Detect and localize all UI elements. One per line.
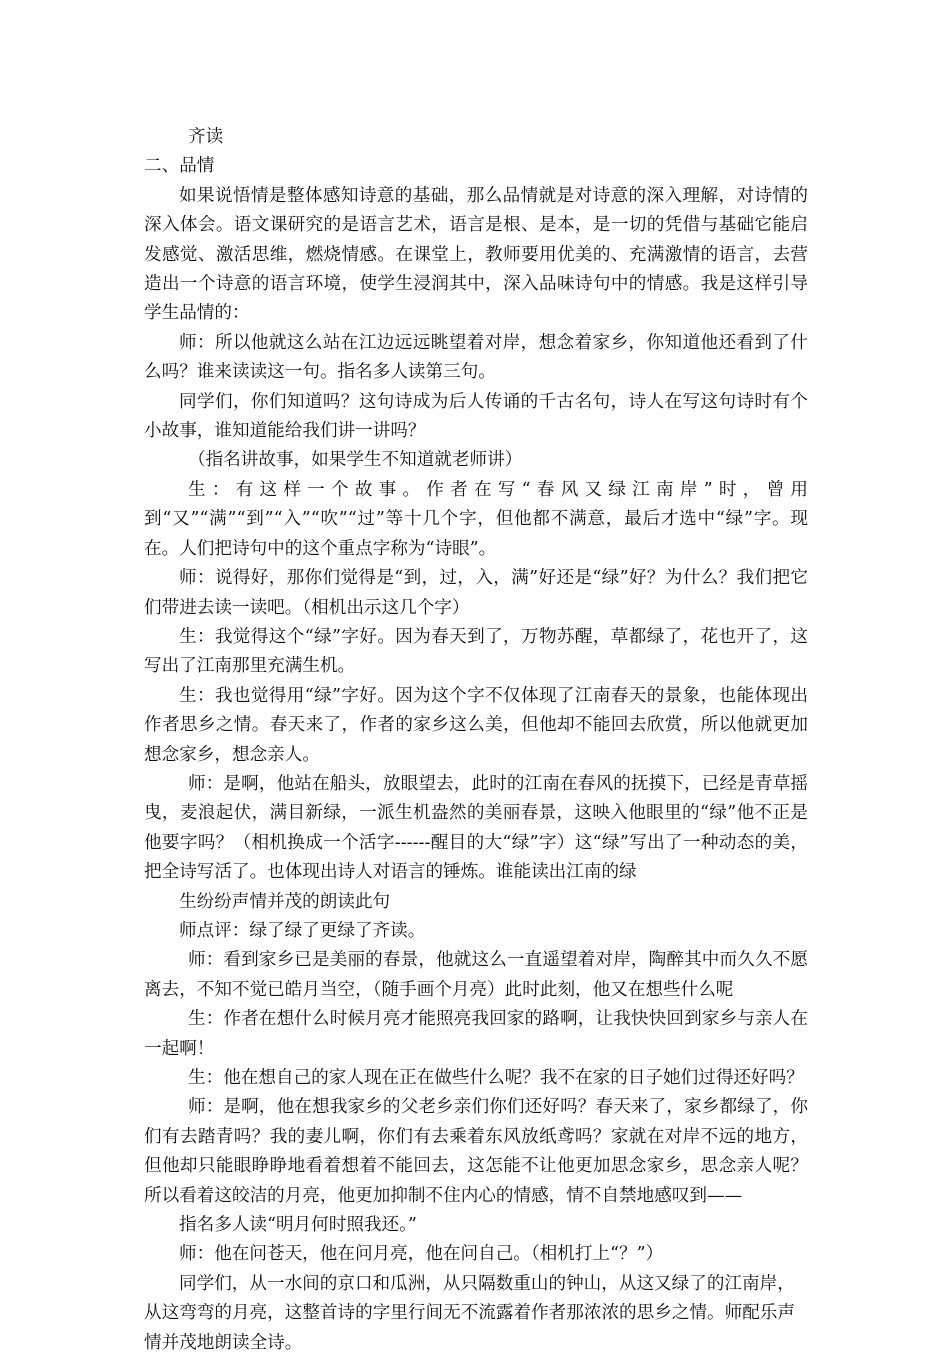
paragraph: 生：我也觉得用“绿”字好。因为这个字不仅体现了江南春天的景象，也能体现出作者思乡之情。春天来了，作者的家乡这么美，但他却不能回去欣赏，所以他就更加想念家乡，想念亲人。 — [144, 685, 808, 765]
paragraph: 生：他在想自己的家人现在正在做些什么呢？我不在家的日子她们过得还好吗？ — [188, 1068, 804, 1088]
paragraph: 生：作者在想什么时候月亮才能照亮我回家的路啊，让我快快回到家乡与亲人在一起啊！ — [144, 1009, 808, 1059]
paragraph: 师：看到家乡已是美丽的春景，他就这么一直遥望着对岸，陶醉其中而久久不愿离去，不知不觉已皓月当空，（随手画个月亮）此时此刻，他又在想些什么呢 — [144, 950, 808, 1000]
paragraph: 生：我觉得这个“绿”字好。因为春天到了，万物苏醒，草都绿了，花也开了，这写出了江南那里充满生机。 — [144, 626, 808, 677]
paragraph: 师：所以他就这么站在江边远远眺望着对岸，想念着家乡，你知道他还看到了什么吗？谁来读读这一句。指名多人读第三句。 — [144, 332, 808, 383]
paragraph: 同学们，从一水间的京口和瓜洲，从只隔数重山的钟山，从这又绿了的江南岸，从这弯弯的月亮，这整首诗的字里行间无不流露着作者那浓浓的思乡之情。师配乐声情并茂地朗读全诗。 — [144, 1273, 795, 1353]
paragraph: 同学们，你们知道吗？这句诗成为后人传诵的千古名句，诗人在写这句诗时有个小故事，谁知道能给我们讲一讲吗？ — [144, 391, 808, 442]
paragraph: 师点评：绿了绿了更绿了齐读。 — [179, 920, 426, 941]
paragraph: 师：是啊，他在想我家乡的父老乡亲们你们还好吗？春天来了，家乡都绿了，你们有去踏青吗？我的妻儿啊，你们有去乘着东风放纸鸢吗？家就在对岸不远的地方，但他却只能眼睁睁地看着想着不能回去，这怎能不让他更加思念家乡，思念亲人呢？所以看着这皎洁的月亮，他更加抑制不住内心的情感，情不自禁地感叹到—— — [144, 1097, 808, 1206]
paragraph: 师：他在问苍天，他在问月亮，他在问自己。（相机打上“？”） — [179, 1244, 664, 1265]
paragraph: 生纷纷声情并茂的朗读此句 — [179, 891, 391, 912]
paragraph: （指名讲故事，如果学生不知道就老师讲） — [188, 450, 523, 471]
paragraph: 师：说得好，那你们觉得是“到，过，入，满”好还是“绿”好？为什么？我们把它们带进去读一读吧。（相机出示这几个字） — [144, 568, 808, 618]
paragraph: 师：是啊，他站在船头，放眼望去，此时的江南在春风的抚摸下，已经是青草摇曳，麦浪起伏，满目新绿，一派生机盎然的美丽春景，这映入他眼里的“绿”他不正是他要字吗？（相机换成一个活字------醒目的大“绿”字）这“绿”写出了一种动态的美，把全诗写活了。也体现出诗人对语言的锤炼。谁能读出江南的绿 — [144, 773, 808, 883]
paragraph-recite-together: 齐读 — [188, 127, 224, 147]
paragraph: 如果说悟情是整体感知诗意的基础，那么品情就是对诗意的深入理解，对诗情的深入体会。语文课研究的是语言艺术，语言是根、是本，是一切的凭借与基础它能启发感觉、激活思维，燃烧情感。在课堂上，教师要用优美的、充满激情的语言，去营造出一个诗意的语言环境，使学生浸润其中，深入品味诗句中的情感。我是这样引导学生品情的： — [144, 185, 808, 324]
section-heading: 二、品情 — [144, 156, 215, 177]
paragraph: 指名多人读“明月何时照我还。” — [179, 1215, 417, 1236]
paragraph: 生：有这样一个故事。作者在写“春风又绿江南岸”时，曾用到“又”“满”“到”“入”“吹”“过”等十几个字，但他都不满意，最后才选中“绿”字。现在。人们把诗句中的这个重点字称为“诗眼”。 — [144, 479, 808, 559]
document-body — [144, 123, 808, 1358]
